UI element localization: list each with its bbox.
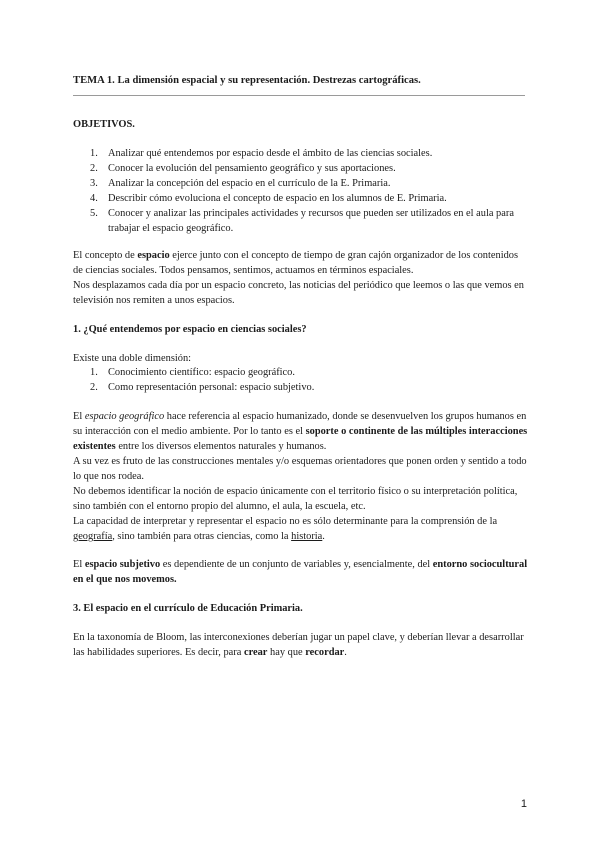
list-item (90, 191, 530, 206)
section-1-body (73, 409, 528, 544)
section-1-heading: 1. ¿Qué entendemos por espacio en ciencias sociales? (73, 324, 307, 335)
section-1-lead: Existe una doble dimensión: (73, 353, 192, 364)
intro-paragraph: Nos desplazamos cada día por un espacio concreto, las noticias del periódico que leemos o las que vemos en televisión nos remiten a unos espacios. (73, 280, 524, 306)
list-item (90, 176, 530, 191)
body-paragraph: En la taxonomía de Bloom, las interconexiones deberían jugar un papel clave, y deberían llevar a desarrollar las habilidades superiores. Es decir, para crear hay que recordar. (73, 632, 524, 658)
subjective-space-paragraph: El espacio subjetivo es dependiente de un conjunto de variables y, esencialmente, del entorno sociocultural en el que nos movemos. (73, 559, 528, 585)
list-item-text: Conocer y analizar las principales actividades y recursos que pueden ser utilizados en el aula para trabajar el espacio geográfico. (108, 208, 514, 234)
list-number: 3. (90, 178, 98, 189)
list-number: 2. (90, 163, 98, 174)
list-number: 1. (90, 148, 98, 159)
list-item-text: Como representación personal: espacio subjetivo. (108, 382, 315, 393)
page-number: 1 (520, 798, 527, 810)
bold-term: crear (243, 647, 268, 658)
section-3-body (73, 630, 528, 660)
italic-term: espacio geográfico (84, 411, 165, 422)
intro-paragraph: El concepto de espacio ejerce junto con el concepto de tiempo de gran cajón organizador de los contenidos de ciencias sociales. Todos pensamos, sentimos, actuamos en términos espaciales. (73, 250, 519, 276)
objectives-heading: OBJETIVOS. (73, 119, 135, 130)
list-number: 4. (90, 193, 98, 204)
list-number: 1. (90, 367, 98, 378)
bold-term: soporte o continente de las múltiples interacciones existentes (73, 426, 528, 452)
list-item (90, 365, 530, 380)
objectives-list (90, 146, 530, 236)
list-number: 2. (90, 382, 98, 393)
title-divider (73, 95, 525, 96)
underlined-term: geografía (73, 531, 113, 542)
body-paragraph: La capacidad de interpretar y representar el espacio no es sólo determinante para la comprensión de la geografía, sino también para otras ciencias, como la historia. (73, 516, 498, 542)
list-item-text: Describir cómo evoluciona el concepto de espacio en los alumnos de E. Primaria. (108, 193, 447, 204)
list-number: 5. (90, 208, 98, 219)
list-item-text: Analizar qué entendemos por espacio desde el ámbito de las ciencias sociales. (108, 148, 433, 159)
intro-section (73, 248, 528, 308)
bold-term: recordar (305, 647, 345, 658)
list-item-text: Conocer la evolución del pensamiento geográfico y sus aportaciones. (108, 163, 396, 174)
dimension-list (90, 365, 530, 395)
body-paragraph: No debemos identificar la noción de espacio únicamente con el territorio físico o su interpretación política, sino también con el entorno propio del alumno, el aula, la escuela, etc. (73, 486, 518, 512)
list-item (90, 146, 530, 161)
list-item-text: Conocimiento científico: espacio geográfico. (108, 367, 295, 378)
body-paragraph: A su vez es fruto de las construcciones mentales y/o esquemas orientadores que ponen orden y sentido a todo lo que nos rodea. (73, 456, 527, 482)
section-3-heading: 3. El espacio en el currículo de Educación Primaria. (73, 603, 303, 614)
list-item-text: Analizar la concepción del espacio en el currículo de la E. Primaria. (108, 178, 391, 189)
bold-term: espacio subjetivo (84, 559, 161, 570)
bold-term: espacio (137, 250, 170, 261)
list-item (90, 380, 530, 395)
body-paragraph: El espacio geográfico hace referencia al espacio humanizado, donde se desenvuelven los grupos humanos en su interacción con el medio ambiente. Por lo tanto es el soporte o continente de las múltiples interacciones existentes entre los diversos elementos naturales y humanos. (73, 411, 528, 452)
list-item (90, 206, 530, 236)
bold-term: entorno sociocultural en el que nos movemos. (73, 559, 528, 585)
list-item (90, 161, 530, 176)
underlined-term: historia (291, 531, 323, 542)
document-title: TEMA 1. La dimensión espacial y su representación. Destrezas cartográficas. (73, 75, 421, 86)
